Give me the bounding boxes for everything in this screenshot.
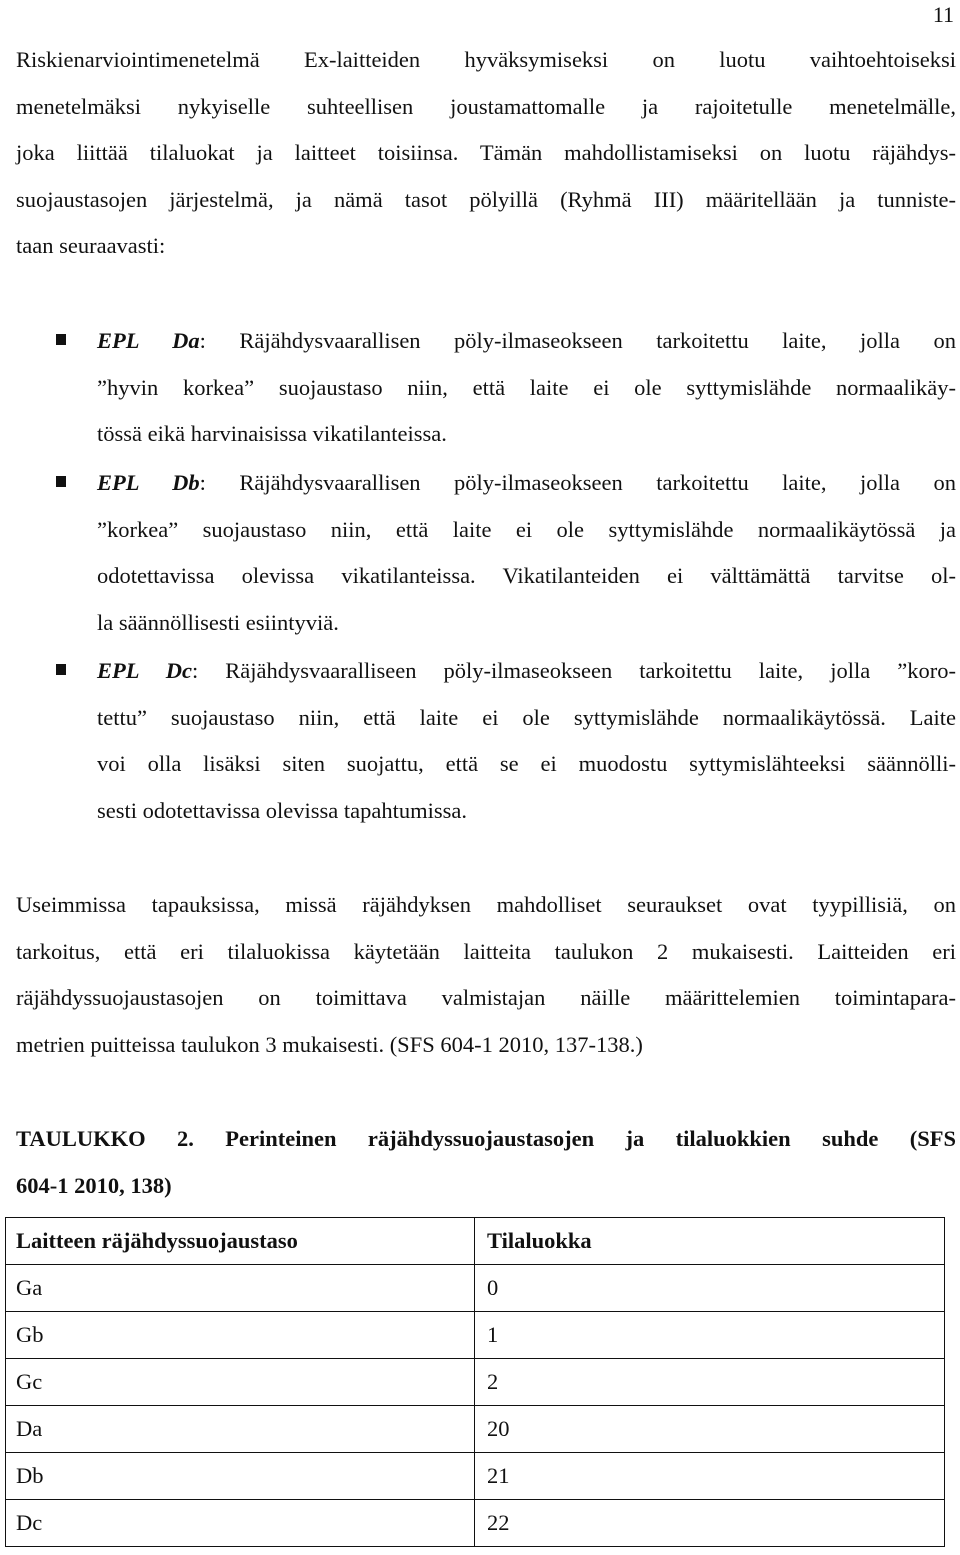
epl-term: EPL Dc	[97, 658, 192, 683]
text-line: menetelmäksi nykyiselle suhteellisen joustamattomalle ja rajoitetulle menetelmälle,	[16, 93, 956, 119]
intro-paragraph	[16, 37, 956, 270]
column-header: Laitteen räjähdyssuojaustaso	[6, 1218, 475, 1265]
table-cell: Db	[6, 1453, 475, 1500]
text-line: taan seuraavasti:	[16, 233, 166, 258]
caption-line: TAULUKKO 2. Perinteinen räjähdyssuojaustasojen ja tilaluokkien suhde (SFS	[16, 1126, 956, 1151]
table-cell: 21	[475, 1453, 945, 1500]
table-cell: Gb	[6, 1312, 475, 1359]
text-line: Riskienarviointimenetelmä Ex-laitteiden hyväksymiseksi on luotu vaihtoehtoiseksi	[16, 47, 956, 72]
table-row	[6, 1312, 945, 1359]
text-line: voi olla lisäksi siten suojattu, että se ei muodostu syttymislähteeksi säännölli-	[97, 751, 956, 776]
text-line: Useimmissa tapauksissa, missä räjähdyksen mahdolliset seuraukset ovat tyypillisiä, on	[16, 892, 956, 917]
text-line: : Räjähdysvaaralliseen pöly-ilmaseokseen tarkoitettu laite, jolla ”koro-	[191, 658, 956, 683]
second-paragraph	[16, 882, 956, 1068]
text-line: joka liittää tilaluokat ja laitteet toisiinsa. Tämän mahdollistamiseksi on luotu räjähdys-	[16, 140, 956, 165]
text-line: : Räjähdysvaarallisen pöly-ilmaseokseen tarkoitettu laite, jolla on	[199, 470, 956, 495]
text-line: tössä eikä harvinaisissa vikatilanteissa.	[97, 421, 447, 446]
square-bullet-icon	[56, 664, 66, 675]
text-line: ”korkea” suojaustaso niin, että laite ei ole syttymislähde normaalikäytössä ja	[97, 516, 956, 542]
bullet-text	[97, 648, 956, 834]
text-line: odotettavissa olevissa vikatilanteissa. Vikatilanteiden ei välttämättä tarvitse ol-	[97, 563, 956, 588]
epl-term: EPL Db	[97, 470, 200, 495]
text-line: räjähdyssuojaustasojen on toimittava valmistajan näille määrittelemien toimintapara-	[16, 985, 956, 1010]
text-line: metrien puitteissa taulukon 3 mukaisesti. (SFS 604-1 2010, 137-138.)	[16, 1031, 643, 1057]
bullet-text	[97, 318, 956, 458]
text-line: tarkoitus, että eri tilaluokissa käytetään laitteita taulukon 2 mukaisesti. Laitteiden eri	[16, 938, 956, 964]
table-cell: Dc	[6, 1500, 475, 1547]
table-cell: Ga	[6, 1265, 475, 1312]
protection-level-table	[5, 1217, 945, 1547]
text-line: tettu” suojaustaso niin, että laite ei ole syttymislähde normaalikäytössä. Laite	[97, 704, 956, 730]
text-line: ”hyvin korkea” suojaustaso niin, että laite ei ole syttymislähde normaalikäy-	[97, 374, 956, 400]
text-line: suojaustasojen järjestelmä, ja nämä tasot pölyillä (Ryhmä III) määritellään ja tunniste-	[16, 186, 956, 212]
table-row	[6, 1265, 945, 1312]
table-cell: 2	[475, 1359, 945, 1406]
text-line: : Räjähdysvaarallisen pöly-ilmaseokseen tarkoitettu laite, jolla on	[199, 328, 956, 353]
bullet-text	[97, 460, 956, 646]
square-bullet-icon	[56, 334, 66, 345]
page-number: 11	[932, 2, 954, 27]
table-row	[6, 1453, 945, 1500]
table-cell: 22	[475, 1500, 945, 1547]
caption-line: 604-1 2010, 138)	[16, 1172, 172, 1198]
square-bullet-icon	[56, 476, 66, 487]
table-header-row	[6, 1218, 945, 1265]
text-line: la säännöllisesti esiintyviä.	[97, 609, 339, 635]
column-header: Tilaluokka	[475, 1218, 945, 1265]
table-cell: 1	[475, 1312, 945, 1359]
table-cell: Da	[6, 1406, 475, 1453]
text-line: sesti odotettavissa olevissa tapahtumissa.	[97, 797, 467, 823]
epl-term: EPL Da	[97, 328, 200, 353]
table-cell: Gc	[6, 1359, 475, 1406]
table-row	[6, 1500, 945, 1547]
table-row	[6, 1406, 945, 1453]
table-cell: 0	[475, 1265, 945, 1312]
table-caption	[16, 1116, 956, 1209]
table-row	[6, 1359, 945, 1406]
table-cell: 20	[475, 1406, 945, 1453]
